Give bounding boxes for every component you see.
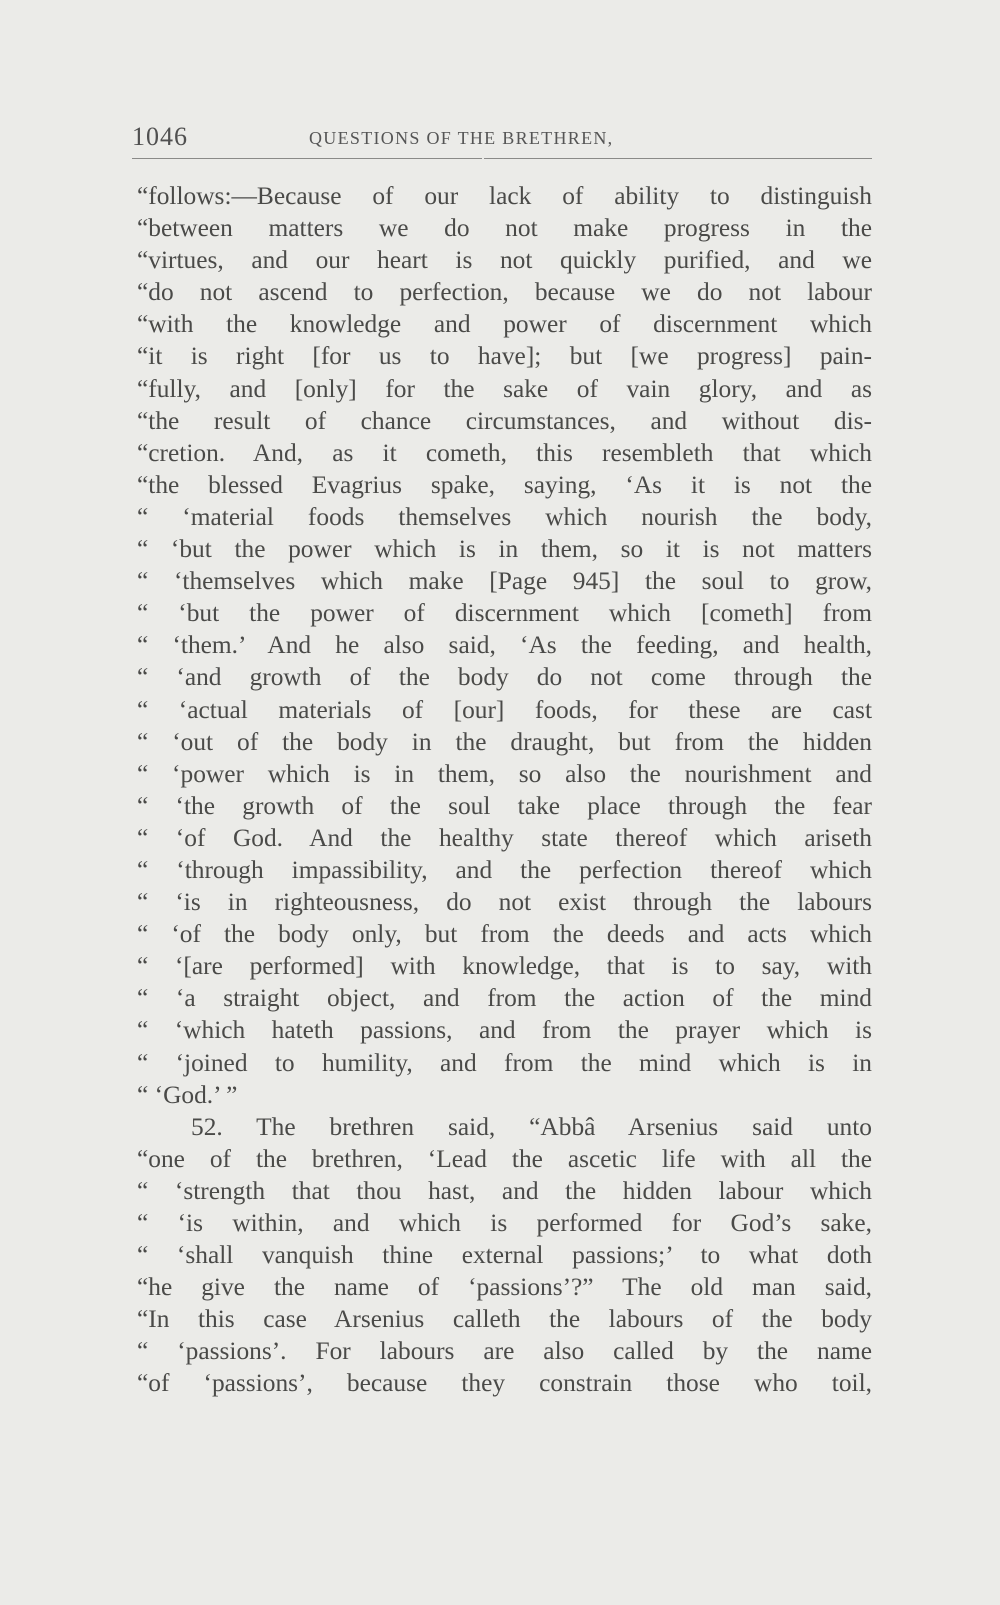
text-line: “ ‘actual materials of [our] foods, for these are cast xyxy=(137,695,872,724)
text-line: “ ‘and growth of the body do not come through the xyxy=(137,663,872,692)
text-line: “ ‘which hateth passions, and from the prayer which is xyxy=(137,1016,872,1045)
text-line: “ ‘is in righteousness, do not exist through the labours xyxy=(137,888,872,917)
text-line: “ ‘is within, and which is performed for God’s sake, xyxy=(137,1209,872,1237)
text-line: “one of the brethren, ‘Lead the ascetic life with all the xyxy=(137,1144,872,1173)
text-line: “ ‘them.’ And he also said, ‘As the feeding, and health, xyxy=(137,631,872,660)
text-line: “ ‘of the body only, but from the deeds and acts which xyxy=(137,920,872,949)
text-line: “ ‘God.’ ” xyxy=(137,1080,238,1109)
text-line: “ ‘a straight object, and from the action of the mind xyxy=(137,984,872,1013)
text-line: “ ‘passions’. For labours are also called by the name xyxy=(137,1337,872,1366)
header-rule xyxy=(484,158,872,159)
text-line: “cretion. And, as it cometh, this resembleth that which xyxy=(137,438,872,467)
text-line: “ ‘shall vanquish thine external passions;’ to what doth xyxy=(137,1241,872,1270)
text-line: “follows:—Because of our lack of ability to distinguish xyxy=(137,182,872,210)
header-rule xyxy=(132,158,482,159)
text-line: “ ‘out of the body in the draught, but from the hidden xyxy=(137,727,872,756)
text-line: “ ‘joined to humility, and from the mind which is in xyxy=(137,1048,872,1077)
text-line: “he give the name of ‘passions’?” The old man said, xyxy=(137,1273,872,1302)
text-line: “virtues, and our heart is not quickly purified, and we xyxy=(137,246,872,275)
text-line: “In this case Arsenius calleth the labours of the body xyxy=(137,1305,872,1334)
text-line: “ ‘power which is in them, so also the nourishment and xyxy=(137,759,872,788)
page-header xyxy=(132,122,872,160)
text-line: “ ‘the growth of the soul take place through the fear xyxy=(137,791,872,820)
text-line: “ ‘[are performed] with knowledge, that is to say, with xyxy=(137,952,872,981)
text-line: “ ‘material foods themselves which nourish the body, xyxy=(137,502,872,531)
text-line: “ ‘through impassibility, and the perfection thereof which xyxy=(137,855,872,884)
text-line: “ ‘but the power which is in them, so it is not matters xyxy=(137,535,872,564)
body-text xyxy=(137,180,872,1400)
text-line: “do not ascend to perfection, because we do not labour xyxy=(137,278,872,307)
text-line: “the blessed Evagrius spake, saying, ‘As it is not the xyxy=(137,470,872,499)
text-line: “ ‘of God. And the healthy state thereof which ariseth xyxy=(137,823,872,852)
page-number: 1046 xyxy=(132,122,188,151)
text-line: “the result of chance circumstances, and without dis- xyxy=(137,406,872,435)
text-line: “ ‘themselves which make [Page 945] the soul to grow, xyxy=(137,567,872,596)
text-line: “between matters we do not make progress in the xyxy=(137,214,872,243)
text-line: “with the knowledge and power of discernment which xyxy=(137,310,872,339)
text-line: “ ‘strength that thou hast, and the hidden labour which xyxy=(137,1176,872,1205)
text-line: “of ‘passions’, because they constrain those who toil, xyxy=(137,1369,872,1398)
text-line: “it is right [for us to have]; but [we progress] pain- xyxy=(137,342,872,371)
text-line: “fully, and [only] for the sake of vain glory, and as xyxy=(137,374,872,403)
paragraph-start-line: 52. The brethren said, “Abbâ Arsenius said unto xyxy=(191,1112,872,1141)
running-head: QUESTIONS OF THE BRETHREN, xyxy=(309,128,614,148)
text-line: “ ‘but the power of discernment which [cometh] from xyxy=(137,599,872,628)
